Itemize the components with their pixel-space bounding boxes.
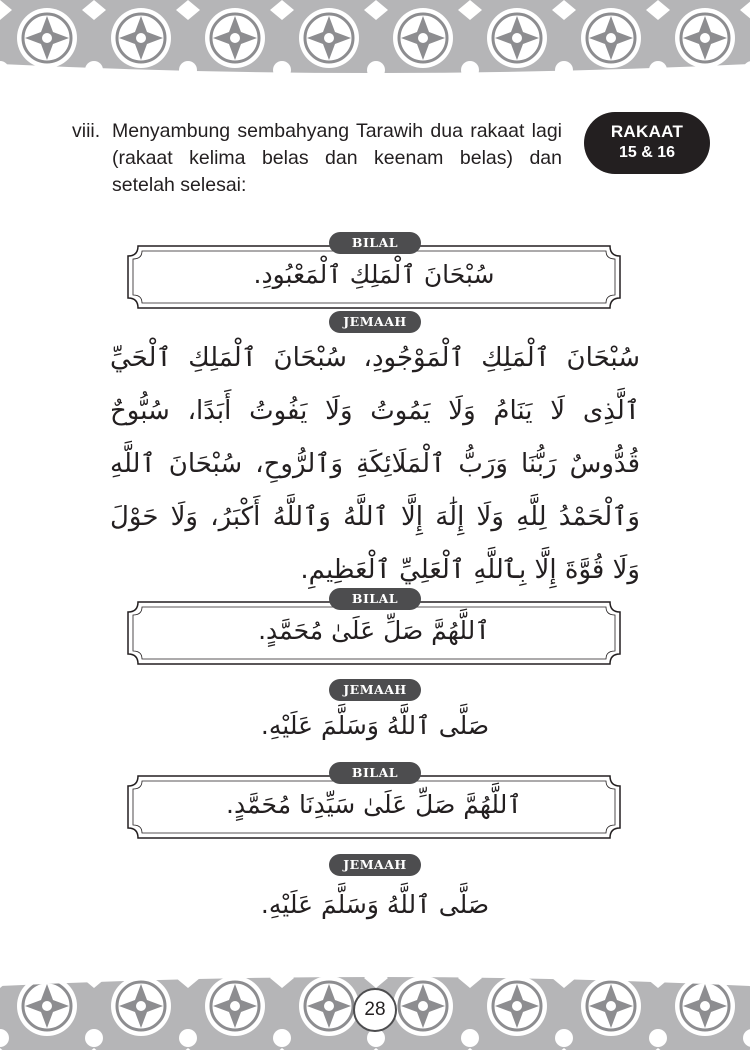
jemaah-text-2: صَلَّى ٱللَّهُ وَسَلَّمَ عَلَيْهِ. [260,711,490,740]
bilal-text-2: ٱللَّهُمَّ صَلِّ عَلَىٰ مُحَمَّدٍ. [258,616,490,645]
bilal-text-1: سُبْحَانَ ٱلْمَلِكِ ٱلْمَعْبُودِ. [253,260,495,289]
rakaat-badge-title: RAKAAT [610,122,684,141]
rakaat-badge [584,112,710,174]
label-pill-jemaah-2: JEMAAH [329,679,421,701]
instruction-paragraph [72,118,562,199]
bilal-text-3: ٱللَّهُمَّ صَلِّ عَلَىٰ سَيِّدِنَا مُحَمَّدٍ. [226,790,522,819]
rakaat-badge-count: 15 & 16 [618,144,676,161]
instruction-number: viii. [72,120,101,142]
jemaah-text-3: صَلَّى ٱللَّهُ وَسَلَّمَ عَلَيْهِ. [260,890,490,919]
instruction-text: Menyambung sembahyang Tarawih dua rakaat lagi (rakaat kelima belas dan keenam belas) dan setelah selesai: [112,120,562,196]
label-pill-bilal-1: BILAL [329,232,421,254]
label-pill-bilal-3: BILAL [329,762,421,784]
label-pill-bilal-2: BILAL [329,588,421,610]
label-pill-jemaah-1: JEMAAH [329,311,421,333]
page-number: 28 [353,988,397,1032]
top-ornament-border [0,0,750,80]
label-pill-jemaah-3: JEMAAH [329,854,421,876]
jemaah-text-1: سُبْحَانَ ٱلْمَلِكِ ٱلْمَوْجُودِ، سُبْحَانَ ٱلْمَلِكِ ٱلْحَيِّ ٱلَّذِى لَا يَنَامُ وَلَا يَمُوتُ وَلَا يَفُوتُ أَبَدًا، سُبُّوحٌ قُدُّوسٌ رَبُّنَا وَرَبُّ ٱلْمَلَائِكَةِ وَٱلرُّوحِ، سُبْحَانَ ٱللَّهِ وَٱلْحَمْدُ لِلَّهِ وَلَا إِلَٰهَ إِلَّا ٱللَّهُ وَٱللَّهُ أَكْبَرُ، وَلَا حَوْلَ وَلَا قُوَّةَ إِلَّا بِٱللَّهِ ٱلْعَلِيِّ ٱلْعَظِيمِ. [110,343,640,585]
